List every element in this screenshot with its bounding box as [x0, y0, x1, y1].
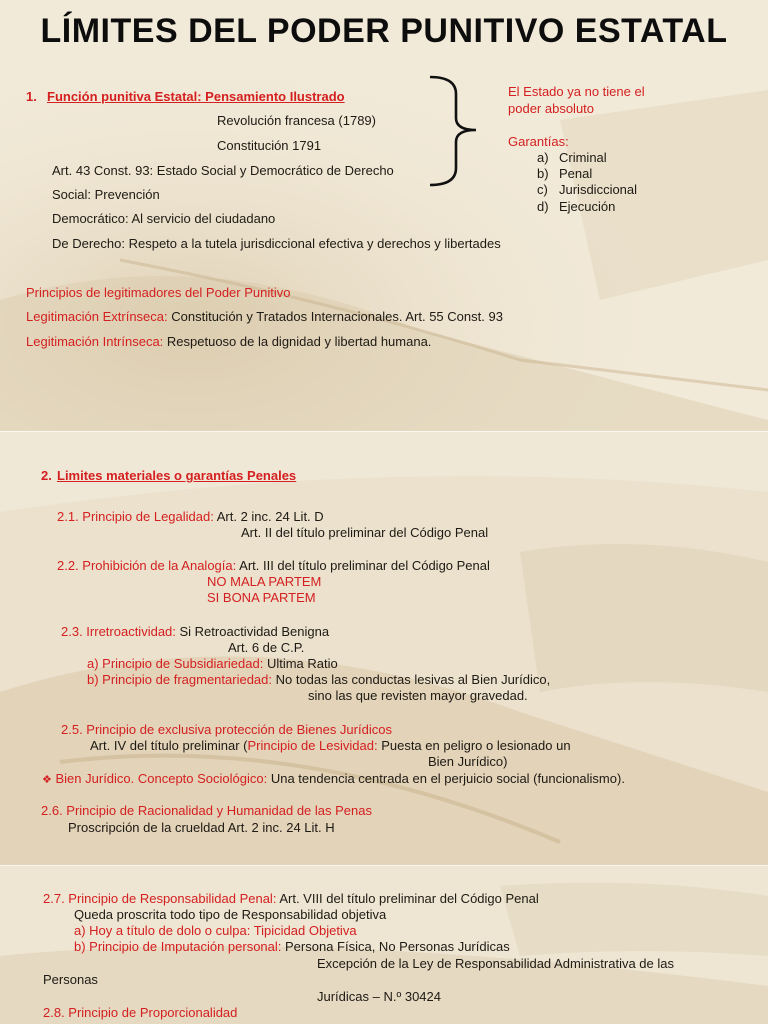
- background-book-image: [0, 432, 768, 866]
- garantia-item: Penal: [559, 166, 593, 181]
- bullet-line: [42, 771, 625, 788]
- text-line: Proscripción de la crueldad Art. 2 inc. 24 Lit. H: [68, 820, 335, 835]
- text-line: SI BONA PARTEM: [207, 590, 316, 605]
- principle-text: Art. 2 inc. 24 Lit. D: [213, 509, 324, 524]
- text-line: Revolución francesa (1789): [217, 113, 376, 128]
- text-part: Puesta en peligro o lesionado un: [377, 738, 571, 753]
- principle-label: Bien Jurídico. Concepto Sociológico:: [55, 771, 268, 786]
- text-line: Social: Prevención: [52, 187, 160, 202]
- principle-label: 2.3. Irretroactividad:: [61, 624, 176, 639]
- garantias-label: Garantías:: [508, 134, 569, 149]
- principle-line: [74, 939, 510, 955]
- text-line: sino las que revisten mayor gravedad.: [308, 688, 528, 703]
- garantia-letter: b): [537, 166, 549, 181]
- principle-text: Art. III del título preliminar del Código Penal: [236, 558, 490, 573]
- principle-label: b) Principio de fragmentariedad:: [87, 672, 272, 687]
- diamond-bullet-icon: ❖: [42, 773, 52, 786]
- principle-label: a) Principio de Subsidiariedad:: [87, 656, 264, 671]
- principle-label: 2.5. Principio de exclusiva protección de Bienes Jurídicos: [61, 722, 392, 737]
- text-line: Queda proscrita todo tipo de Responsabilidad objetiva: [74, 907, 387, 922]
- text-line: Bien Jurídico): [428, 754, 508, 769]
- heading-number: 1.: [26, 89, 37, 104]
- text-line: NO MALA PARTEM: [207, 574, 322, 589]
- extrinseca-label: Legitimación Extrínseca:: [26, 309, 168, 324]
- principle-label: b) Principio de Imputación personal:: [74, 939, 282, 954]
- page-title: LÍMITES DEL PODER PUNITIVO ESTATAL: [40, 12, 728, 50]
- garantia-item: Criminal: [559, 150, 607, 165]
- extrinseca-text: Constitución y Tratados Internacionales. Art. 55 Const. 93: [167, 309, 503, 324]
- text-line: Democrático: Al servicio del ciudadano: [52, 211, 276, 226]
- principle-label: a) Hoy a título de dolo o culpa: Tipicidad Objetiva: [74, 923, 357, 938]
- principle-label: 2.7. Principio de Responsabilidad Penal:: [43, 891, 277, 906]
- slide-1: [0, 0, 768, 432]
- principle-text: No todas las conductas lesivas al Bien Jurídico,: [272, 672, 551, 687]
- garantia-item: Jurisdiccional: [559, 182, 638, 197]
- slide-3: [0, 866, 768, 1024]
- principle-text: Art. VIII del título preliminar del Código Penal: [276, 891, 539, 906]
- side-note-line: El Estado ya no tiene el: [508, 84, 645, 99]
- principle-text: Si Retroactividad Benigna: [175, 624, 330, 639]
- principle-label: Principio de Lesividad:: [247, 738, 378, 753]
- principle-line: [57, 509, 324, 525]
- intrinseca-label: Legitimación Intrínseca:: [26, 334, 164, 349]
- text-line: Excepción de la Ley de Responsabilidad Administrativa de las: [317, 956, 674, 971]
- text-line: Constitución 1791: [217, 138, 322, 153]
- right-curly-brace: [428, 74, 478, 190]
- principle-line: [87, 672, 550, 688]
- text-line: [90, 738, 571, 754]
- text-line: Art. 6 de C.P.: [228, 640, 305, 655]
- section-heading: Limites materiales o garantías Penales: [57, 468, 297, 483]
- garantia-item: Ejecución: [559, 199, 616, 214]
- text-line: Art. II del título preliminar del Código Penal: [241, 525, 489, 540]
- principle-label: 2.1. Principio de Legalidad:: [57, 509, 214, 524]
- text-line: Jurídicas – N.º 30424: [317, 989, 441, 1004]
- principle-line: [57, 558, 490, 574]
- text-line: Art. 43 Const. 93: Estado Social y Democrático de Derecho: [52, 163, 394, 178]
- slide-2: [0, 432, 768, 866]
- intrinseca-text: Respetuoso de la dignidad y libertad humana.: [163, 334, 432, 349]
- principle-line: [87, 656, 338, 672]
- principle-text: Una tendencia centrada en el perjuicio social (funcionalismo).: [267, 771, 625, 786]
- side-note-line: poder absoluto: [508, 101, 595, 116]
- principle-label: 2.6. Principio de Racionalidad y Humanidad de las Penas: [41, 803, 372, 818]
- principle-label: 2.8. Principio de Proporcionalidad: [43, 1005, 238, 1020]
- principle-text: Ultima Ratio: [263, 656, 338, 671]
- heading-number: 2.: [41, 468, 52, 483]
- section-heading: Función punitiva Estatal: Pensamiento Ilustrado: [47, 89, 345, 104]
- extrinseca-line: [26, 309, 503, 325]
- principle-line: [61, 624, 329, 640]
- garantia-letter: c): [537, 182, 548, 197]
- text-line: De Derecho: Respeto a la tutela jurisdiccional efectiva y derechos y libertades: [52, 236, 501, 251]
- intrinseca-line: [26, 334, 431, 350]
- principle-text: Persona Física, No Personas Jurídicas: [281, 939, 510, 954]
- garantia-letter: d): [537, 199, 549, 214]
- principle-line: [43, 891, 539, 907]
- principle-label: 2.2. Prohibición de la Analogía:: [57, 558, 237, 573]
- text-part: Art. IV del título preliminar (: [90, 738, 248, 753]
- principios-heading: Principios de legitimadores del Poder Punitivo: [26, 285, 291, 300]
- text-line: Personas: [43, 972, 98, 987]
- garantia-letter: a): [537, 150, 549, 165]
